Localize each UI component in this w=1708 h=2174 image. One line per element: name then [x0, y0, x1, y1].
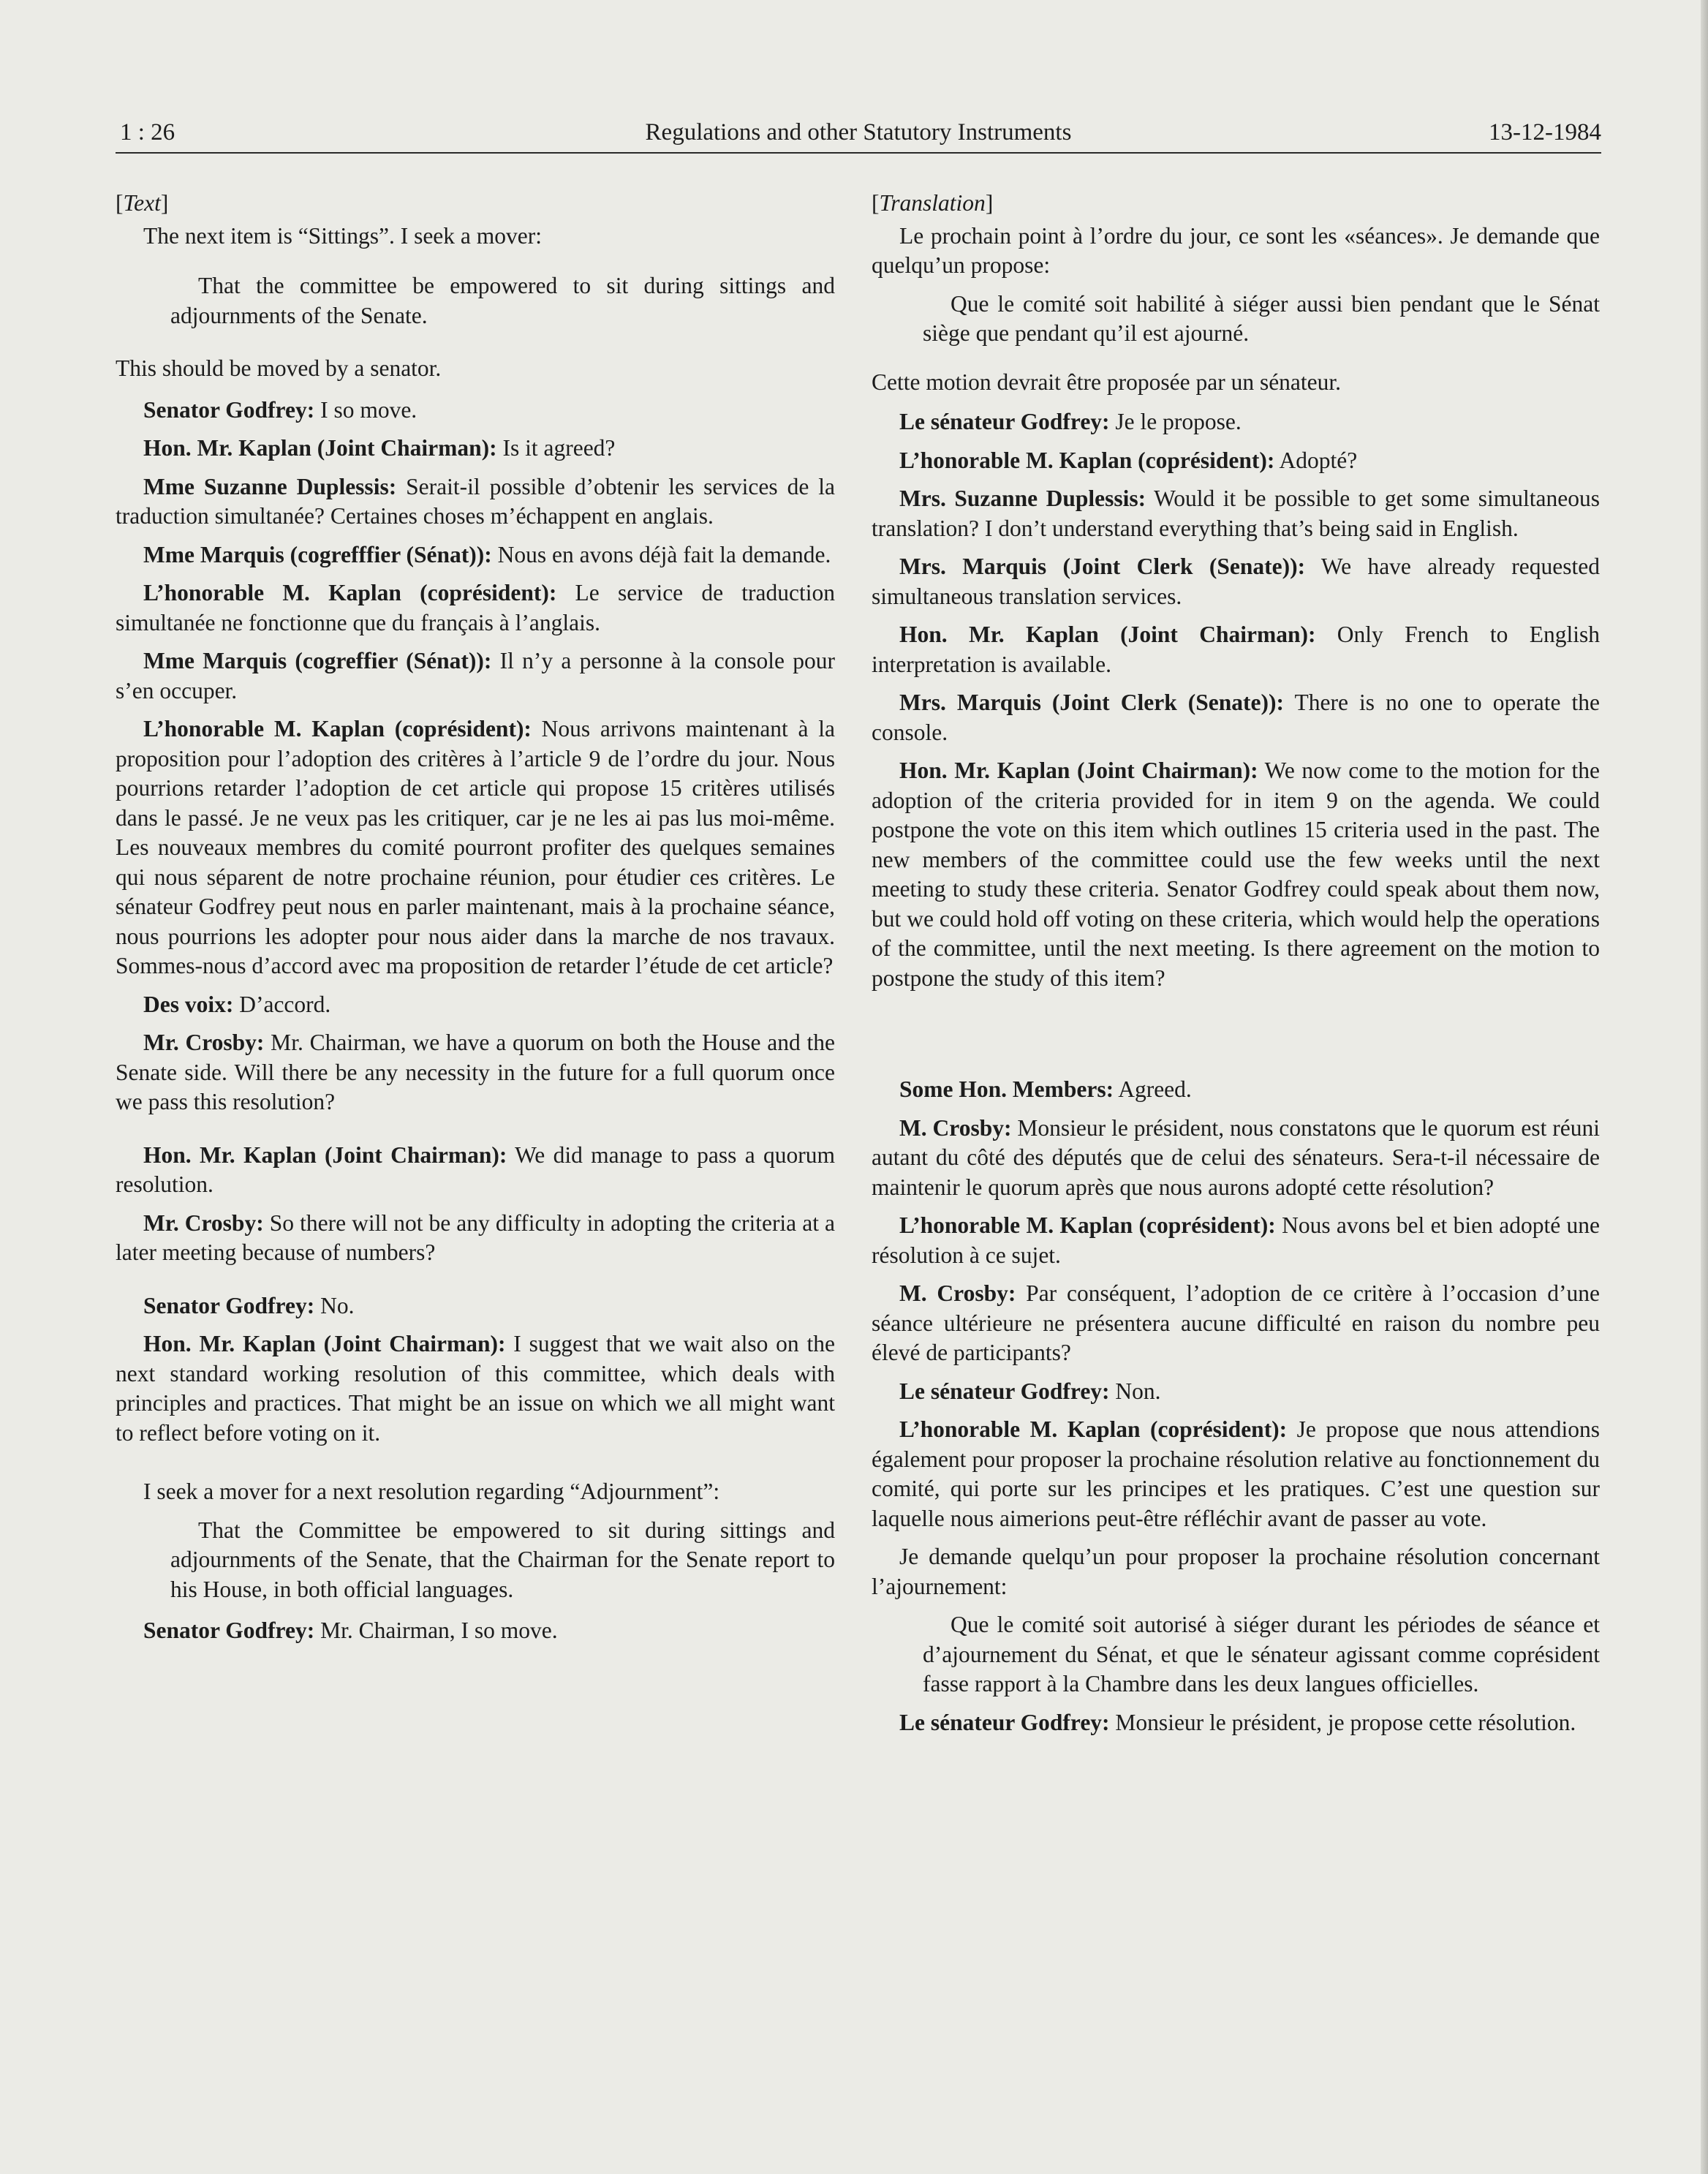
- speech: Le sénateur Godfrey: Monsieur le président, je propose cette résolution.: [899, 1709, 1576, 1735]
- page-date: 13-12-1984: [1489, 119, 1601, 146]
- speaker: Hon. Mr. Kaplan (Joint Chairman):: [143, 435, 497, 461]
- speaker: Hon. Mr. Kaplan (Joint Chairman):: [899, 622, 1316, 647]
- speaker: Mrs. Suzanne Duplessis:: [899, 486, 1146, 511]
- speech: L’honorable M. Kaplan (coprésident): Le service de traduction simultanée ne fonctionne que du français à l’anglais.: [116, 580, 836, 635]
- speech: Mme Marquis (cogreffier (Sénat)): Il n’y a personne à la console pour s’en occuper.: [116, 648, 835, 703]
- motion-quote: Que le comité soit habilité à siéger aussi bien pendant que le Sénat siège que pendant qu’il est ajourné.: [923, 290, 1600, 346]
- section-label: [Text]: [116, 190, 169, 216]
- section-label: [Translation]: [872, 190, 994, 216]
- speech: Senator Godfrey: Mr. Chairman, I so move.: [143, 1618, 558, 1643]
- speech: Mr. Crosby: Mr. Chairman, we have a quorum on both the House and the Senate side. Will there be any necessity in the future for a full quorum once we pass this resolution?: [116, 1030, 836, 1114]
- speaker: Hon. Mr. Kaplan (Joint Chairman):: [143, 1141, 507, 1168]
- speaker: Senator Godfrey:: [143, 1618, 315, 1643]
- speaker: Hon. Mr. Kaplan (Joint Chairman):: [143, 1331, 506, 1356]
- right-column: [872, 189, 1600, 1737]
- speech: Mrs. Marquis (Joint Clerk (Senate)): There is no one to operate the console.: [872, 690, 1600, 745]
- running-title: Regulations and other Statutory Instruments: [645, 119, 1072, 146]
- speaker: Senator Godfrey:: [143, 396, 315, 423]
- speech: Hon. Mr. Kaplan (Joint Chairman): We did manage to pass a quorum resolution.: [116, 1141, 836, 1197]
- speaker: Some Hon. Members:: [899, 1076, 1114, 1102]
- speech: Senator Godfrey: I so move.: [143, 396, 417, 423]
- speaker: Des voix:: [143, 991, 234, 1017]
- speech: Senator Godfrey: No.: [143, 1292, 355, 1318]
- speech: Mme Suzanne Duplessis: Serait-il possible d’obtenir les services de la traduction simultanée? Certaines choses m’échappent en anglais.: [116, 473, 836, 529]
- speech: L’honorable M. Kaplan (coprésident): Je propose que nous attendions également pour proposer la prochaine résolution relative au fonctionnement du comité, qui porte sur les principes et les pratiques. C’est une question sur laquelle nous aimerions peut-être réfléchir avant de passer au vote.: [872, 1416, 1600, 1531]
- speaker: L’honorable M. Kaplan (coprésident):: [143, 580, 557, 605]
- speech: Le sénateur Godfrey: Je le propose.: [899, 409, 1242, 434]
- speech: Hon. Mr. Kaplan (Joint Chairman): Is it agreed?: [143, 435, 616, 461]
- speaker: L’honorable M. Kaplan (coprésident):: [899, 447, 1275, 473]
- left-column: [116, 189, 835, 1646]
- speech: L’honorable M. Kaplan (coprésident): Nous avons bel et bien adopté une résolution à ce sujet.: [872, 1212, 1601, 1268]
- speaker: Mrs. Marquis (Joint Clerk (Senate)):: [899, 690, 1284, 715]
- speaker: L’honorable M. Kaplan (coprésident):: [143, 716, 532, 741]
- paragraph: The next item is “Sittings”. I seek a mover:: [143, 222, 542, 249]
- speech: L’honorable M. Kaplan (coprésident): Nous arrivons maintenant à la proposition pour l’adoption des critères à l’article 9 de l’ordre du jour. Nous pourrions retarder l’adoption de cet article qui propose 15 critères utilisés dans le passé. Je ne veux pas les critiquer, car je ne les ai pas lus moi-même. Les nouveaux membres du comité pourront profiter des quelques semaines qui nous séparent de notre prochaine réunion, pour étudier ces critères. Le sénateur Godfrey peut nous en parler maintenant, mais à la prochaine séance, nous pourrions les adopter pour nous aider dans la marche de nos travaux. Sommes-nous d’accord avec ma proposition de retarder l’étude de cet article?: [116, 716, 835, 978]
- speaker: Mr. Crosby:: [143, 1209, 264, 1236]
- speech: Mrs. Marquis (Joint Clerk (Senate)): We have already requested simultaneous translation services.: [872, 554, 1600, 609]
- speaker: L’honorable M. Kaplan (coprésident):: [899, 1416, 1288, 1442]
- speech: Hon. Mr. Kaplan (Joint Chairman): Only French to English interpretation is available.: [872, 622, 1600, 677]
- speaker: Mme Suzanne Duplessis:: [143, 473, 397, 499]
- page-number: 1 : 26: [120, 119, 175, 146]
- page-edge: [1701, 0, 1708, 2174]
- speech: M. Crosby: Monsieur le président, nous constatons que le quorum est réuni autant du côté des députés que de celui des sénateurs. Sera-t-il nécessaire de maintenir le quorum après que nous aurons adopté cette résolution?: [872, 1114, 1600, 1200]
- speech: Le sénateur Godfrey: Non.: [899, 1378, 1161, 1404]
- speaker: Le sénateur Godfrey:: [899, 409, 1110, 434]
- speaker: M. Crosby:: [899, 1280, 1016, 1306]
- speaker: Mrs. Marquis (Joint Clerk (Senate)):: [899, 554, 1306, 579]
- paragraph: This should be moved by a senator.: [116, 355, 442, 381]
- speaker: Hon. Mr. Kaplan (Joint Chairman):: [899, 758, 1258, 783]
- speech: Some Hon. Members: Agreed.: [899, 1076, 1192, 1102]
- motion-quote: Que le comité soit autorisé à siéger durant les périodes de séance et d’ajournement du Sénat, et que le sénateur agissant comme coprésident fasse rapport à la Chambre dans les deux langues officielles.: [923, 1612, 1600, 1696]
- paragraph: Je demande quelqu’un pour proposer la prochaine résolution concernant l’ajournement:: [872, 1544, 1600, 1599]
- speaker: Mme Marquis (cogreffier (Sénat)):: [143, 648, 492, 673]
- speaker: M. Crosby:: [899, 1114, 1012, 1141]
- speech: Hon. Mr. Kaplan (Joint Chairman): We now come to the motion for the adoption of the criteria provided for in item 9 on the agenda. We could postpone the vote on this item which outlines 15 criteria used in the past. The new members of the committee could use the few weeks until the next meeting to study these criteria. Senator Godfrey could speak about them now, but we could hold off voting on these criteria, which would help the operations of the committee, until the next meeting. Is there agreement on the motion to postpone the study of this item?: [872, 758, 1600, 991]
- speaker: Le sénateur Godfrey:: [899, 1378, 1110, 1404]
- speech: Des voix: D’accord.: [143, 991, 331, 1017]
- motion-quote: That the committee be empowered to sit during sittings and adjournments of the Senate.: [170, 273, 835, 328]
- speaker: Mr. Crosby:: [143, 1030, 265, 1055]
- paragraph: Cette motion devrait être proposée par un sénateur.: [872, 369, 1342, 395]
- speech: M. Crosby: Par conséquent, l’adoption de ce critère à l’occasion d’une séance ultérieure ne présentera aucune difficulté en raison du nombre peu élevé de participants?: [872, 1280, 1600, 1365]
- speaker: Mme Marquis (cogrefffier (Sénat)):: [143, 541, 492, 567]
- speaker: Le sénateur Godfrey:: [899, 1709, 1110, 1735]
- speaker: Senator Godfrey:: [143, 1292, 315, 1318]
- paragraph: Le prochain point à l’ordre du jour, ce sont les «séances». Je demande que quelqu’un propose:: [872, 222, 1600, 278]
- speaker: L’honorable M. Kaplan (coprésident):: [899, 1212, 1276, 1238]
- motion-quote: That the Committee be empowered to sit during sittings and adjournments of the Senate, that the Chairman for the Senate report to his House, in both official languages.: [170, 1517, 835, 1602]
- speech: Mme Marquis (cogrefffier (Sénat)): Nous en avons déjà fait la demande.: [143, 541, 831, 567]
- speech: Mrs. Suzanne Duplessis: Would it be possible to get some simultaneous translation? I don’t understand everything that’s being said in English.: [872, 486, 1600, 541]
- page-header: [116, 117, 1601, 154]
- speech: L’honorable M. Kaplan (coprésident): Adopté?: [899, 447, 1358, 473]
- speech: Mr. Crosby: So there will not be any difficulty in adopting the criteria at a later meeting because of numbers?: [116, 1209, 836, 1265]
- speech: Hon. Mr. Kaplan (Joint Chairman): I suggest that we wait also on the next standard working resolution of this committee, which deals with principles and practices. That might be an issue on which we all might want to reflect before voting on it.: [116, 1331, 835, 1446]
- paragraph: I seek a mover for a next resolution regarding “Adjournment”:: [143, 1479, 720, 1504]
